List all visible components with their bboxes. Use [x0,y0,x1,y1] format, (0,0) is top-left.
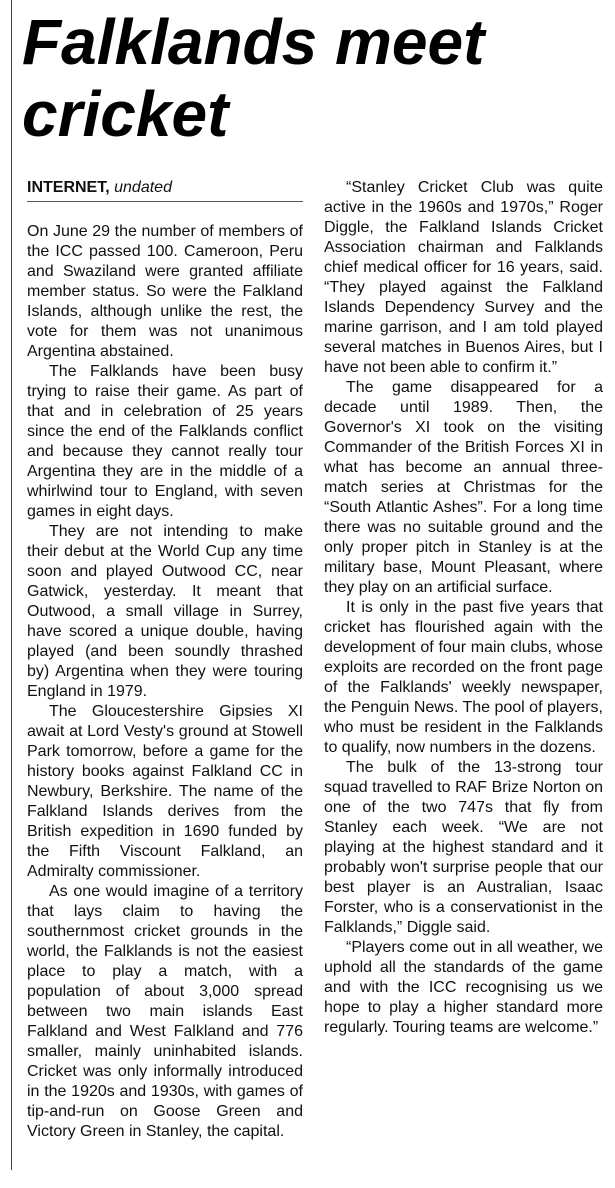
paragraph: They are not intending to make their debut at the World Cup any time soon and played Outwood CC, near Gatwick, yesterday. It meant that Outwood, a small village in Surrey, have scored a unique double, having played (and been soundly thrashed by) Argentina when they were touring England in 1979. [27,523,303,700]
right-column [324,178,603,1038]
dateline-place: INTERNET, [27,179,110,196]
paragraph: As one would imagine of a territory that lays claim to having the southernmost cricket grounds in the world, the Falklands is not the easiest place to play a match, with a population of about 3,000 spread between two main islands East Falkland and West Falkland and 776 smaller, mainly uninhabited islands. Cricket was only informally introduced in the 1920s and 1930s, with games of tip-and-run on Goose Green and Victory Green in Stanley, the capital. [27,883,303,1140]
dateline [27,178,303,202]
dateline-date: undated [114,179,172,196]
paragraph: The bulk of the 13-strong tour squad travelled to RAF Brize Norton on one of the two 747s that fly from Stanley each week. “We are not playing at the highest standard and it probably won't surprise people that our best player is an Australian, Isaac Forster, who is a conservationist in the Falklands,” Diggle said. [324,759,603,936]
headline: Falklands meet cricket [22,6,485,150]
paragraph: It is only in the past five years that cricket has flourished again with the development of four main clubs, whose exploits are recorded on the front page of the Falklands' weekly newspaper, the Penguin News. The pool of players, who must be resident in the Falklands to qualify, now numbers in the dozens. [324,599,603,756]
left-column [27,178,303,1142]
paragraph: “Players come out in all weather, we uphold all the standards of the game and with the ICC recognising us we hope to play a higher standard more regularly. Touring teams are welcome.” [324,939,603,1036]
paragraph: “Stanley Cricket Club was quite active in the 1960s and 1970s,” Roger Diggle, the Falkland Islands Cricket Association chairman and Falklands chief medical officer for 16 years, said. “They played against the Falkland Islands Dependency Survey and the marine garrison, and I am told played several matches in Buenos Aires, but I have not been able to confirm it.” [324,179,603,376]
paragraph: The game disappeared for a decade until 1989. Then, the Governor's XI took on the visiting Commander of the British Forces XI in what has become an annual three-match series at Christmas for the “South Atlantic Ashes”. For a long time there was no suitable ground and the only proper pitch in Stanley is at the military base, Mount Pleasant, where they play on an artificial surface. [324,379,603,596]
paragraph: The Falklands have been busy trying to raise their game. As part of that and in celebration of 25 years since the end of the Falklands conflict and because they cannot really tour Argentina they are in the middle of a whirlwind tour to England, with seven games in eight days. [27,363,303,520]
paragraph: On June 29 the number of members of the ICC passed 100. Cameroon, Peru and Swaziland were granted affiliate member status. So were the Falkland Islands, although unlike the rest, the vote for them was not unanimous Argentina abstained. [27,223,303,360]
column-rule [11,0,12,1170]
paragraph: The Gloucestershire Gipsies XI await at Lord Vesty's ground at Stowell Park tomorrow, before a game for the history books against Falkland CC in Newbury, Berkshire. The name of the Falkland Islands derives from the British expedition in 1690 funded by the Fifth Viscount Falkland, an Admiralty commissioner. [27,703,303,880]
